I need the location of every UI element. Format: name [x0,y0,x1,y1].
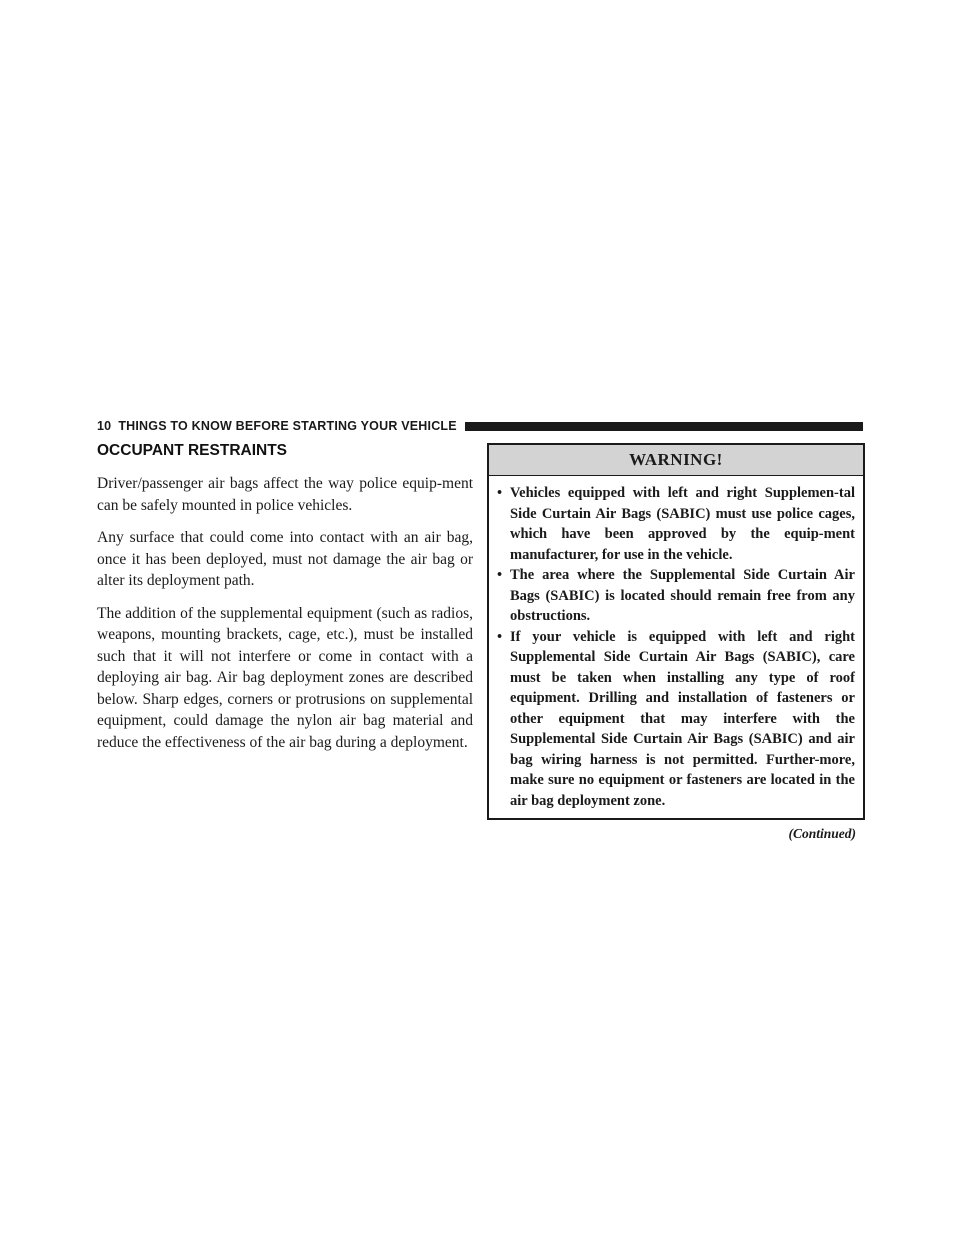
bullet-icon: • [497,485,503,501]
bullet-icon: • [497,567,503,583]
warning-item [497,483,855,565]
page-header [97,418,863,434]
header-rule [465,422,863,431]
bullet-icon: • [497,628,503,645]
body-paragraph: Driver/passenger air bags affect the way police equip-ment can be safely mounted in police vehicles. [97,475,473,514]
warning-item-text: The area where the Supplemental Side Curtain Air Bags (SABIC) is located should remain free from any obstructions. [510,567,855,624]
warning-item-text: If your vehicle is equipped with left and right Supplemental Side Curtain Air Bags (SABIC), care must be taken when installing any type of roof equipment. Drilling and installation of fasteners or other equipment that may interfere with the Supplemental Side Curtain Air Bags (SABIC) and air bag wiring harness is not permitted. Further-more, make sure no equipment or fasteners are located in the air bag deployment zone. [510,628,855,809]
warning-item [497,627,855,812]
body-paragraph: Any surface that could come into contact with an air bag, once it has been deployed, must not damage the air bag or alter its deployment path. [97,529,473,589]
running-title: THINGS TO KNOW BEFORE STARTING YOUR VEHICLE [118,419,457,433]
warning-box [487,443,865,820]
continued-note: (Continued) [788,826,856,841]
body-paragraph: The addition of the supplemental equipment (such as radios, weapons, mounting brackets, cage, etc.), must be installed such that it will not interfere or come in contact with a deploying air bag. Air bag deployment zones are described below. Sharp edges, corners or protrusions on supplemental equipment, could damage the nylon air bag material and reduce the effectiveness of the air bag during a deployment. [97,604,473,751]
section-heading: OCCUPANT RESTRAINTS [97,442,288,459]
warning-item [497,565,855,627]
page-number: 10 [97,419,112,433]
left-column [97,440,473,764]
warning-item-text: Vehicles equipped with left and right Supplemen-tal Side Curtain Air Bags (SABIC) must use police cages, which have been approved by the equip-ment manufacturer, for use in the vehicle. [510,485,855,563]
warning-list [489,476,863,818]
warning-title: WARNING! [489,445,863,476]
